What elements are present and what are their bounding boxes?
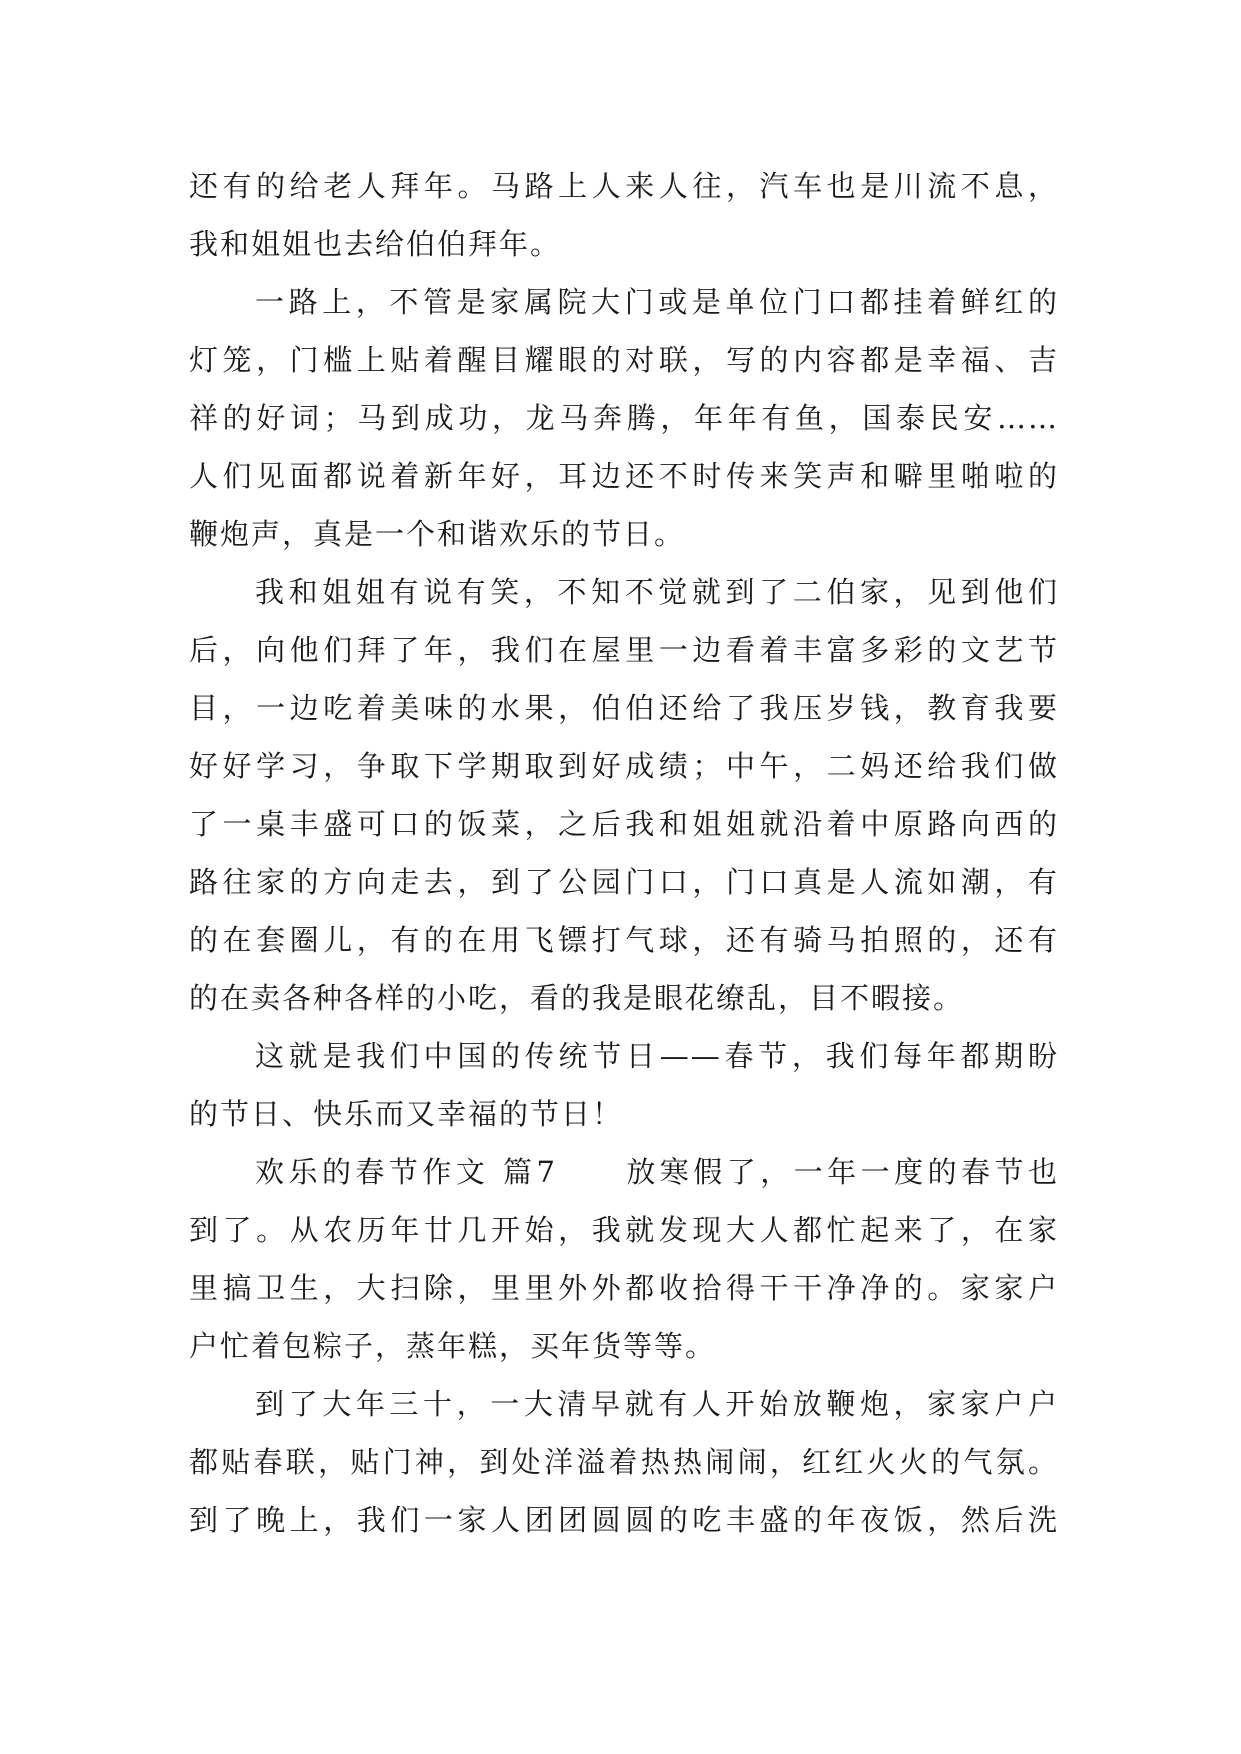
text-line: 的节日、快乐而又幸福的节日！ <box>189 1097 624 1131</box>
essay-body <box>189 157 1059 1549</box>
text-line: 到了大年三十，一大清早就有人开始放鞭炮，家家户户 <box>255 1387 1059 1421</box>
text-line: 的在卖各种各样的小吃，看的我是眼花缭乱，目不暇接。 <box>189 981 965 1015</box>
text-line: 我和姐姐有说有笑，不知不觉就到了二伯家，见到他们 <box>255 575 1059 609</box>
text-line: 我和姐姐也去给伯伯拜年。 <box>189 227 562 261</box>
text-line: 还有的给老人拜年。马路上人来人往，汽车也是川流不息， <box>189 169 1059 203</box>
text-line: 欢乐的春节作文 篇7 放寒假了，一年一度的春节也 <box>255 1155 1059 1189</box>
text-line: 户忙着包粽子，蒸年糕，买年货等等。 <box>189 1329 717 1363</box>
text-line: 目，一边吃着美味的水果，伯伯还给了我压岁钱，教育我要 <box>189 691 1059 725</box>
text-line: 后，向他们拜了年，我们在屋里一边看着丰富多彩的文艺节 <box>189 633 1059 667</box>
text-line: 这就是我们中国的传统节日——春节，我们每年都期盼 <box>255 1039 1059 1073</box>
text-line: 好好学习，争取下学期取到好成绩；中午，二妈还给我们做 <box>189 749 1059 783</box>
text-line: 了一桌丰盛可口的饭菜，之后我和姐姐就沿着中原路向西的 <box>189 807 1059 841</box>
text-line: 都贴春联，贴门神，到处洋溢着热热闹闹，红红火火的气氛。 <box>189 1445 1059 1479</box>
text-line: 的在套圈儿，有的在用飞镖打气球，还有骑马拍照的，还有 <box>189 923 1059 957</box>
text-line: 到了。从农历年廿几开始，我就发现大人都忙起来了，在家 <box>189 1213 1059 1247</box>
text-line: 到了晚上，我们一家人团团圆圆的吃丰盛的年夜饭，然后洗 <box>189 1503 1059 1537</box>
text-line: 路往家的方向走去，到了公园门口，门口真是人流如潮，有 <box>189 865 1059 899</box>
text-line: 人们见面都说着新年好，耳边还不时传来笑声和噼里啪啦的 <box>189 459 1059 493</box>
text-line: 里搞卫生，大扫除，里里外外都收拾得干干净净的。家家户 <box>189 1271 1059 1305</box>
text-line: 鞭炮声，真是一个和谐欢乐的节日。 <box>189 517 686 551</box>
text-line: 一路上，不管是家属院大门或是单位门口都挂着鲜红的 <box>255 285 1059 319</box>
text-line: 祥的好词；马到成功，龙马奔腾，年年有鱼，国泰民安…… <box>189 401 1059 435</box>
text-line: 灯笼，门槛上贴着醒目耀眼的对联，写的内容都是幸福、吉 <box>189 343 1059 377</box>
